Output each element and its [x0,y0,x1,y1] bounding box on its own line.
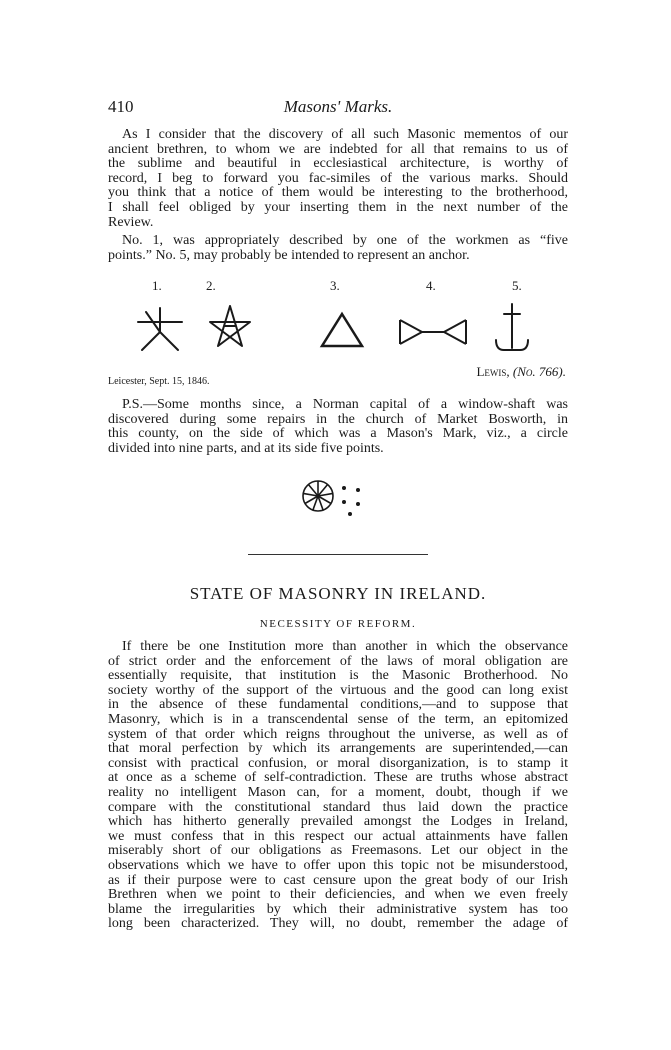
letter-paragraph-1 [108,128,568,230]
mark-numbers [108,278,568,294]
pentagram-mark [210,306,250,346]
text-line: essentially requisite, that institution is the Masonic Brotherhood. No [108,668,568,684]
text-line: as if their purpose were to cast censure upon the great body of our Irish [108,872,568,888]
text-line: compare with the constitutional standard thus laid down the practice [108,799,568,815]
mark-number-5: 5. [512,278,522,293]
text-line: P.S.—Some months since, a Norman capital of a window-shaft was [122,397,568,412]
section-divider [248,554,428,555]
text-line: observations which we have to offer upon this topic not be misunderstood, [108,857,568,873]
text-line: that moral perfection by which its arrangements are superintended,—can [108,741,568,757]
text-line: ancient brethren, to whom we are indebted for all that remains to us of [108,141,568,157]
text-line: system of that order which reigns throughout the universe, as well as of [108,726,568,742]
text-line: I shall feel obliged by your inserting them in the next number of the [108,199,568,215]
text-line: divided into nine parts, and at its side five points. [108,440,384,456]
text-line: If there be one Institution more than another in which the observance [122,639,568,654]
text-line: at once as a scheme of self-contradiction. These are truths whose abstract [108,770,568,786]
mark-number-4: 4. [426,278,436,293]
article-subtitle: NECESSITY OF REFORM. [259,618,417,630]
text-line: this county, on the side of which was a Mason's Mark, viz., a circle [108,426,568,442]
text-line: Brethren when we point to their deficiencies, and when we even freely [108,887,568,903]
page-header [108,97,568,121]
dateline: Leicester, Sept. 15, 1846. [108,376,210,387]
text-line: society worthy of the support of the virtuous and the good can long exist [108,682,568,698]
asterisk-mark [138,308,182,350]
text-line: blame the irregularities by which their administrative system has too [108,901,568,917]
running-title: Masons' Marks. [283,97,393,116]
text-line: the sublime and beautiful in ecclesiastical architecture, is worthy of [108,156,568,172]
text-line: discovered during some repairs in the church of Market Bosworth, in [108,411,568,427]
five-points-mark [342,486,360,516]
text-line: which has hitherto generally prevailed amongst the Lodges in Ireland, [108,814,568,830]
text-line: in the absence of these fundamental conditions,—and to suppose that [108,697,568,713]
text-line: of strict order and the enforcement of the laws of moral obligation are [108,653,568,669]
text-line: reality no intelligent Mason can, for a moment, doubt, though if we [108,784,568,800]
signature [476,364,566,380]
signature-number: (No. 766). [512,364,566,379]
circle-nine-parts-mark [303,481,333,511]
text-line: long been characterized. They will, no doubt, remember the adage of [108,916,568,932]
text-line: As I consider that the discovery of all such Masonic mementos of our [122,127,568,142]
text-line: consist with practical confusion, or moral disorganization, is to stamp it [108,755,568,771]
mark-number-2: 2. [206,278,216,293]
text-line: Masonry, which is in a transcendental sense of the term, an epitomized [108,711,568,727]
nine-part-circle-figure [298,476,378,526]
text-line: No. 1, was appropriately described by one of the workmen as “five [122,233,568,248]
mark-number-3: 3. [330,278,340,293]
text-line: Review. [108,214,154,230]
masons-marks-figure [108,300,568,360]
page-number: 410 [108,97,134,116]
triangle-mark [322,314,362,346]
article-body [108,640,568,932]
text-line: we must confess that in this respect our actual attainments have fallen [108,828,568,844]
text-line: points.” No. 5, may probably be intended to represent an anchor. [108,247,470,263]
signature-name: Lewis, [476,364,510,379]
postscript-paragraph [108,398,568,456]
anchor-mark [496,304,528,350]
text-line: you think that a notice of them would be interesting to the brotherhood, [108,185,568,201]
letter-paragraph-2 [108,234,568,263]
mark-number-1: 1. [152,278,162,293]
bowtie-mark [400,320,466,344]
text-line: record, I beg to forward you fac-similes of the various marks. Should [108,170,568,186]
article-title: STATE OF MASONRY IN IRELAND. [189,584,487,603]
text-line: miserably short of our obligations as Freemasons. Let our object in the [108,843,568,859]
